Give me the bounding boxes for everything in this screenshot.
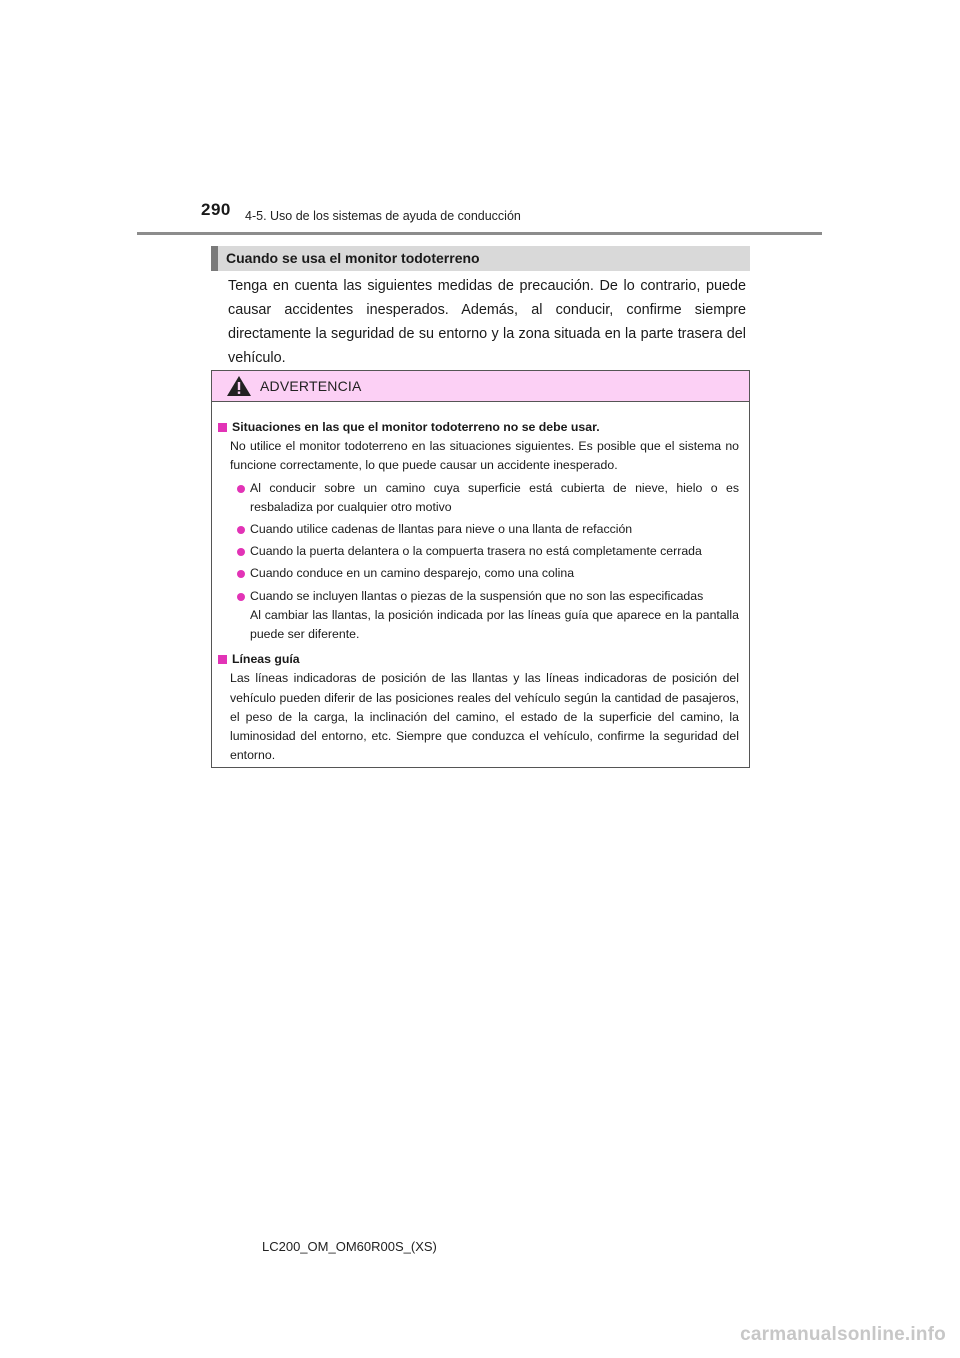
square-bullet-icon	[218, 423, 227, 432]
list-item-text: Cuando se incluyen llantas o piezas de la suspensión que no son las especificadas	[250, 588, 704, 603]
warning-triangle-icon	[226, 375, 252, 397]
list-item	[237, 479, 739, 517]
subheading-text: Líneas guía	[232, 652, 300, 667]
circle-bullet-icon	[237, 526, 245, 534]
circle-bullet-icon	[237, 485, 245, 493]
warning-box	[211, 370, 750, 768]
warning-subheading-1	[218, 418, 743, 437]
list-item	[237, 520, 739, 539]
block2-paragraph: Las líneas indicadoras de posición de las llantas y las líneas indicadoras de posición del vehículo pueden diferir de las posiciones reales del vehículo según la cantidad de pasajeros, el peso de la carga, la inclinación del camino, el estado de la superficie del camino, la luminosidad del entorno, etc. Siempre que conduzca el vehículo, confirme la seguridad del entorno.	[230, 671, 739, 763]
list-item-text: Cuando la puerta delantera o la compuerta trasera no está completamente cerrada	[250, 544, 702, 559]
warning-body	[212, 402, 749, 765]
bullet-note: Al cambiar las llantas, la posición indicada por las líneas guía que aparece en la pantalla puede ser diferente.	[250, 607, 739, 642]
circle-bullet-icon	[237, 548, 245, 556]
warning-subheading-2	[218, 650, 743, 669]
chapter-title: 4-5. Uso de los sistemas de ayuda de conducción	[245, 209, 521, 223]
list-item-text: Cuando conduce en un camino desparejo, como una colina	[250, 566, 575, 581]
list-item-text: Cuando utilice cadenas de llantas para nieve o una llanta de refacción	[250, 522, 633, 537]
header-divider	[137, 232, 822, 235]
circle-bullet-icon	[237, 593, 245, 601]
list-item	[237, 564, 739, 583]
watermark: carmanualsonline.info	[740, 1324, 946, 1345]
list-item	[237, 542, 739, 561]
square-bullet-icon	[218, 655, 227, 664]
circle-bullet-icon	[237, 570, 245, 578]
footer-code: LC200_OM_OM60R00S_(XS)	[262, 1239, 437, 1254]
page-number: 290	[201, 200, 231, 219]
section-heading: Cuando se usa el monitor todoterreno	[211, 246, 750, 271]
warning-header	[212, 371, 749, 402]
list-item-text: Al conducir sobre un camino cuya superficie está cubierta de nieve, hielo o es resbaladiza por cualquier otro motivo	[250, 480, 739, 514]
warning-title: ADVERTENCIA	[260, 378, 362, 394]
block1-paragraph: No utilice el monitor todoterreno en las situaciones siguientes. Es posible que el sistema no funcione correctamente, lo que puede causar un accidente inesperado.	[230, 439, 739, 473]
list-item	[237, 587, 739, 606]
intro-paragraph: Tenga en cuenta las siguientes medidas de precaución. De lo contrario, puede causar accidentes inesperados. Además, al conducir, confirme siempre directamente la seguridad de su entorno y la zona situada en la parte trasera del vehículo.	[228, 278, 746, 366]
subheading-text: Situaciones en las que el monitor todoterreno no se debe usar.	[232, 420, 600, 434]
